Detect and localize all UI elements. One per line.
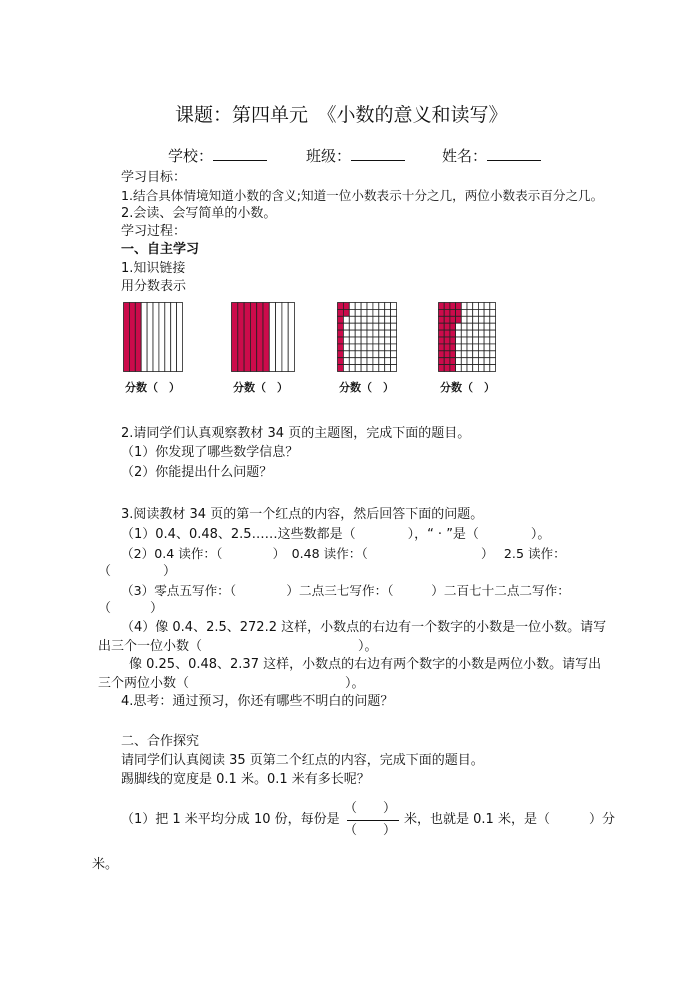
grid-cell <box>391 351 397 358</box>
grid-cell <box>473 330 479 337</box>
grid-cell <box>456 330 462 337</box>
grid-cell <box>444 323 450 330</box>
fraction-denominator-blank[interactable]: （ ） <box>344 823 397 838</box>
grid-cell <box>379 303 385 310</box>
grid-cell <box>490 309 496 316</box>
grid-cell <box>349 365 355 372</box>
grid-cell <box>484 344 490 351</box>
grid-cell <box>349 309 355 316</box>
fraction-shape-3 <box>337 302 397 372</box>
grid-cell <box>355 358 361 365</box>
grid-cell <box>473 323 479 330</box>
grid-cell <box>367 330 373 337</box>
grid-cell <box>444 337 450 344</box>
fraction-shape-4 <box>438 302 496 372</box>
grid-cell <box>439 365 445 372</box>
grid-cell <box>373 316 379 323</box>
grid-cell <box>467 316 473 323</box>
grid-cell <box>367 351 373 358</box>
grid-cell <box>473 337 479 344</box>
section-1-heading: 一、自主学习 <box>121 242 200 257</box>
grid-cell <box>439 337 445 344</box>
grid-cell <box>484 365 490 372</box>
item-1-heading: 1.知识链接 <box>121 261 186 276</box>
grid-cell <box>467 309 473 316</box>
grid-cell <box>444 330 450 337</box>
grid-cell <box>450 316 456 323</box>
strip-cell <box>244 303 250 372</box>
grid-cell <box>379 365 385 372</box>
strip-cell <box>232 303 238 372</box>
grid-cell <box>355 330 361 337</box>
grid-cell <box>373 303 379 310</box>
question-3-2[interactable]: （2）0.4 读作：（ ） 0.48 读作：（ ） 2.5 读作： <box>121 546 566 561</box>
grid-cell <box>349 316 355 323</box>
strip-cell <box>250 303 256 372</box>
grid-cell <box>478 316 484 323</box>
grid-cell <box>467 365 473 372</box>
grid-cell <box>391 365 397 372</box>
grid-cell <box>450 303 456 310</box>
grid-cell <box>461 316 467 323</box>
grid-cell <box>490 330 496 337</box>
grid-cell <box>467 344 473 351</box>
grid-cell <box>343 303 349 310</box>
grid-cell <box>338 351 344 358</box>
grid-cell <box>450 365 456 372</box>
grid-cell <box>343 309 349 316</box>
grid-cell <box>361 358 367 365</box>
grid-cell <box>456 365 462 372</box>
grid-cell <box>355 316 361 323</box>
grid-cell <box>439 303 445 310</box>
grid-cell <box>444 351 450 358</box>
grid-cell <box>450 337 456 344</box>
grid-cell <box>490 316 496 323</box>
strip-cell <box>124 303 130 372</box>
grid-cell <box>385 309 391 316</box>
grid-cell <box>391 337 397 344</box>
section-2-line-2: 踢脚线的宽度是 0.1 米。0.1 米有多长呢？ <box>121 772 370 787</box>
strip-cell <box>141 303 147 372</box>
strip-cell <box>165 303 171 372</box>
question-3-1[interactable]: （1）0.4、0.48、2.5……这些数都是（ ），“ · ”是（ ）。 <box>121 527 551 542</box>
grid-cell <box>473 358 479 365</box>
grid-cell <box>338 330 344 337</box>
grid-cell <box>391 358 397 365</box>
grid-cell <box>473 351 479 358</box>
grid-cell <box>385 303 391 310</box>
goals-heading: 学习目标： <box>121 170 187 185</box>
grid-cell <box>338 344 344 351</box>
grid-cell <box>444 316 450 323</box>
grid-cell <box>355 323 361 330</box>
grid-cell <box>379 337 385 344</box>
grid-cell <box>373 358 379 365</box>
class-label: 班级： <box>306 147 352 165</box>
question-2-a: （1）你发现了哪些数学信息？ <box>121 445 299 460</box>
question-3: 3.阅读教材 34 页的第一个红点的内容，然后回答下面的问题。 <box>121 507 484 522</box>
grid-cell <box>444 303 450 310</box>
strip-cell <box>153 303 159 372</box>
grid-cell <box>361 303 367 310</box>
grid-cell <box>355 365 361 372</box>
section-2-item-1-end: 米。 <box>92 857 119 872</box>
strip-cell <box>288 303 294 372</box>
grid-cell <box>391 344 397 351</box>
grid-cell <box>343 365 349 372</box>
grid-cell <box>379 351 385 358</box>
question-3-4-line-4[interactable]: 三个两位小数（ ）。 <box>98 676 365 691</box>
question-3-4-line-3: 像 0.25、0.48、2.37 这样，小数点的右边有两个数字的小数是两位小数。请写出 <box>129 657 602 672</box>
grid-cell <box>361 323 367 330</box>
fraction-caption-2[interactable]: 分数（ ） <box>233 381 288 394</box>
grid-cell <box>361 309 367 316</box>
question-4: 4.思考：通过预习，你还有哪些不明白的问题？ <box>121 694 394 709</box>
grid-cell <box>439 316 445 323</box>
grid-cell <box>379 330 385 337</box>
grid-cell <box>456 303 462 310</box>
grid-cell <box>379 323 385 330</box>
section-2-line-1: 请同学们认真阅读 35 页第二个红点的内容，完成下面的题目。 <box>121 753 484 768</box>
grid-cell <box>478 309 484 316</box>
grid-cell <box>349 303 355 310</box>
grid-cell <box>373 330 379 337</box>
grid-cell <box>484 351 490 358</box>
grid-cell <box>490 358 496 365</box>
question-3-4: （4）像 0.4、2.5、272.2 这样，小数点的右边有一个数字的小数是一位小数。请写 <box>121 620 607 635</box>
grid-cell <box>379 358 385 365</box>
grid-cell <box>478 323 484 330</box>
grid-cell <box>349 323 355 330</box>
grid-cell <box>461 337 467 344</box>
section-2-item-1: （1）把 1 米平均分成 10 份，每份是 <box>121 812 340 827</box>
grid-cell <box>473 316 479 323</box>
grid-cell <box>367 344 373 351</box>
grid-cell <box>385 365 391 372</box>
question-3-4-line-2[interactable]: 出三个一位小数（ ）。 <box>98 639 378 654</box>
grid-cell <box>461 344 467 351</box>
grid-cell <box>484 316 490 323</box>
grid-cell <box>355 303 361 310</box>
grid-cell <box>355 309 361 316</box>
grid-cell <box>490 344 496 351</box>
grid-cell <box>444 344 450 351</box>
strip-cell <box>269 303 275 372</box>
grid-cell <box>490 351 496 358</box>
grid-cell <box>391 303 397 310</box>
grid-cell <box>456 344 462 351</box>
grid-cell <box>385 351 391 358</box>
grid-cell <box>385 330 391 337</box>
grid-cell <box>367 358 373 365</box>
grid-cell <box>484 337 490 344</box>
grid-cell <box>349 358 355 365</box>
fraction-shape-2 <box>231 302 295 372</box>
grid-cell <box>338 309 344 316</box>
grid-cell <box>461 351 467 358</box>
strip-cell <box>282 303 288 372</box>
question-3-2-cont[interactable]: （ ） <box>98 564 177 579</box>
fraction-bar <box>347 820 399 821</box>
grid-cell <box>456 316 462 323</box>
grid-cell <box>467 330 473 337</box>
question-2: 2.请同学们认真观察教材 34 页的主题图，完成下面的题目。 <box>121 426 471 441</box>
strip-cell <box>263 303 269 372</box>
grid-cell <box>379 316 385 323</box>
grid-cell <box>478 330 484 337</box>
school-blank[interactable] <box>213 146 267 161</box>
strip-cell <box>177 303 183 372</box>
grid-cell <box>385 344 391 351</box>
strip-cell <box>129 303 135 372</box>
grid-cell <box>456 309 462 316</box>
grid-cell <box>461 330 467 337</box>
question-3-3[interactable]: （3）零点五写作：（ ）二点三七写作：（ ）二百七十二点二写作： <box>121 583 570 598</box>
class-blank[interactable] <box>351 146 405 161</box>
grid-cell <box>439 351 445 358</box>
grid-cell <box>361 330 367 337</box>
grid-cell <box>461 365 467 372</box>
grid-cell <box>478 351 484 358</box>
grid-cell <box>373 351 379 358</box>
grid-cell <box>379 309 385 316</box>
grid-cell <box>439 323 445 330</box>
grid-cell <box>439 358 445 365</box>
grid-cell <box>478 344 484 351</box>
grid-cell <box>391 309 397 316</box>
grid-cell <box>361 337 367 344</box>
grid-cell <box>373 323 379 330</box>
school-label: 学校： <box>168 147 214 165</box>
strip-cell <box>276 303 282 372</box>
grid-cell <box>478 358 484 365</box>
grid-cell <box>338 316 344 323</box>
grid-cell <box>450 323 456 330</box>
grid-cell <box>473 303 479 310</box>
fraction-caption-4[interactable]: 分数（ ） <box>440 381 495 394</box>
grid-cell <box>385 323 391 330</box>
strip-cell <box>171 303 177 372</box>
grid-cell <box>367 303 373 310</box>
grid-cell <box>490 337 496 344</box>
grid-cell <box>439 309 445 316</box>
grid-cell <box>456 358 462 365</box>
grid-cell <box>484 309 490 316</box>
grid-cell <box>450 351 456 358</box>
grid-cell <box>349 337 355 344</box>
grid-cell <box>355 344 361 351</box>
grid-cell <box>343 358 349 365</box>
grid-cell <box>439 344 445 351</box>
grid-cell <box>484 323 490 330</box>
fraction-numerator-blank[interactable]: （ ） <box>344 801 397 816</box>
strip-cell <box>135 303 141 372</box>
grid-cell <box>373 344 379 351</box>
grid-cell <box>456 351 462 358</box>
name-label: 姓名： <box>442 147 488 165</box>
grid-cell <box>385 337 391 344</box>
grid-cell <box>467 323 473 330</box>
grid-cell <box>338 323 344 330</box>
grid-cell <box>484 330 490 337</box>
grid-cell <box>473 365 479 372</box>
strip-cell <box>257 303 263 372</box>
goals-line-1: 1.结合具体情境知道小数的含义;知道一位小数表示十分之几，两位小数表示百分之几。 <box>121 188 604 203</box>
strip-cell <box>147 303 153 372</box>
grid-cell <box>450 344 456 351</box>
grid-cell <box>343 330 349 337</box>
class-field[interactable] <box>306 146 405 164</box>
grid-cell <box>361 316 367 323</box>
section-2-item-1-cont[interactable]: 米，也就是 0.1 米，是（ ）分 <box>404 812 615 827</box>
grid-cell <box>355 337 361 344</box>
grid-cell <box>379 344 385 351</box>
strip-cell <box>159 303 165 372</box>
grid-cell <box>343 351 349 358</box>
grid-cell <box>373 365 379 372</box>
grid-cell <box>478 303 484 310</box>
grid-cell <box>467 358 473 365</box>
question-3-3-cont[interactable]: （ ） <box>98 601 164 616</box>
grid-cell <box>490 365 496 372</box>
grid-cell <box>450 330 456 337</box>
grid-cell <box>461 358 467 365</box>
grid-cell <box>361 344 367 351</box>
section-2-heading: 二、合作探究 <box>121 734 200 749</box>
grid-cell <box>349 344 355 351</box>
grid-cell <box>450 358 456 365</box>
grid-cell <box>490 323 496 330</box>
grid-cell <box>473 309 479 316</box>
fraction-shape-1 <box>123 302 183 372</box>
grid-cell <box>338 303 344 310</box>
grid-cell <box>367 309 373 316</box>
grid-cell <box>484 358 490 365</box>
grid-cell <box>373 309 379 316</box>
page-title: 课题：第四单元 《小数的意义和读写》 <box>175 104 508 126</box>
grid-cell <box>461 303 467 310</box>
grid-cell <box>367 323 373 330</box>
grid-cell <box>444 309 450 316</box>
grid-cell <box>367 316 373 323</box>
grid-cell <box>343 323 349 330</box>
goals-line-2: 2.会读、会写简单的小数。 <box>121 206 277 221</box>
grid-cell <box>338 365 344 372</box>
grid-cell <box>461 309 467 316</box>
item-1-subheading: 用分数表示 <box>121 279 187 294</box>
grid-cell <box>484 303 490 310</box>
grid-cell <box>461 323 467 330</box>
grid-cell <box>478 337 484 344</box>
grid-cell <box>385 358 391 365</box>
grid-cell <box>338 358 344 365</box>
grid-cell <box>444 365 450 372</box>
fraction-caption-3[interactable]: 分数（ ） <box>339 381 394 394</box>
grid-cell <box>450 309 456 316</box>
grid-cell <box>473 344 479 351</box>
grid-cell <box>367 337 373 344</box>
grid-cell <box>355 351 361 358</box>
grid-cell <box>361 351 367 358</box>
grid-cell <box>373 337 379 344</box>
grid-cell <box>391 316 397 323</box>
grid-cell <box>439 330 445 337</box>
grid-cell <box>338 337 344 344</box>
name-blank[interactable] <box>487 146 541 161</box>
grid-cell <box>478 365 484 372</box>
grid-cell <box>343 316 349 323</box>
grid-cell <box>391 330 397 337</box>
fraction-caption-1[interactable]: 分数（ ） <box>125 381 180 394</box>
question-2-b: （2）你能提出什么问题？ <box>121 465 273 480</box>
grid-cell <box>349 330 355 337</box>
school-field[interactable] <box>168 146 267 164</box>
grid-cell <box>361 365 367 372</box>
grid-cell <box>343 344 349 351</box>
strip-cell <box>238 303 244 372</box>
grid-cell <box>385 316 391 323</box>
grid-cell <box>456 337 462 344</box>
grid-cell <box>467 337 473 344</box>
grid-cell <box>343 337 349 344</box>
grid-cell <box>367 365 373 372</box>
name-field[interactable] <box>442 146 541 164</box>
grid-cell <box>490 303 496 310</box>
process-heading: 学习过程： <box>121 224 187 239</box>
grid-cell <box>349 351 355 358</box>
grid-cell <box>467 351 473 358</box>
grid-cell <box>391 323 397 330</box>
grid-cell <box>467 303 473 310</box>
grid-cell <box>456 323 462 330</box>
grid-cell <box>444 358 450 365</box>
